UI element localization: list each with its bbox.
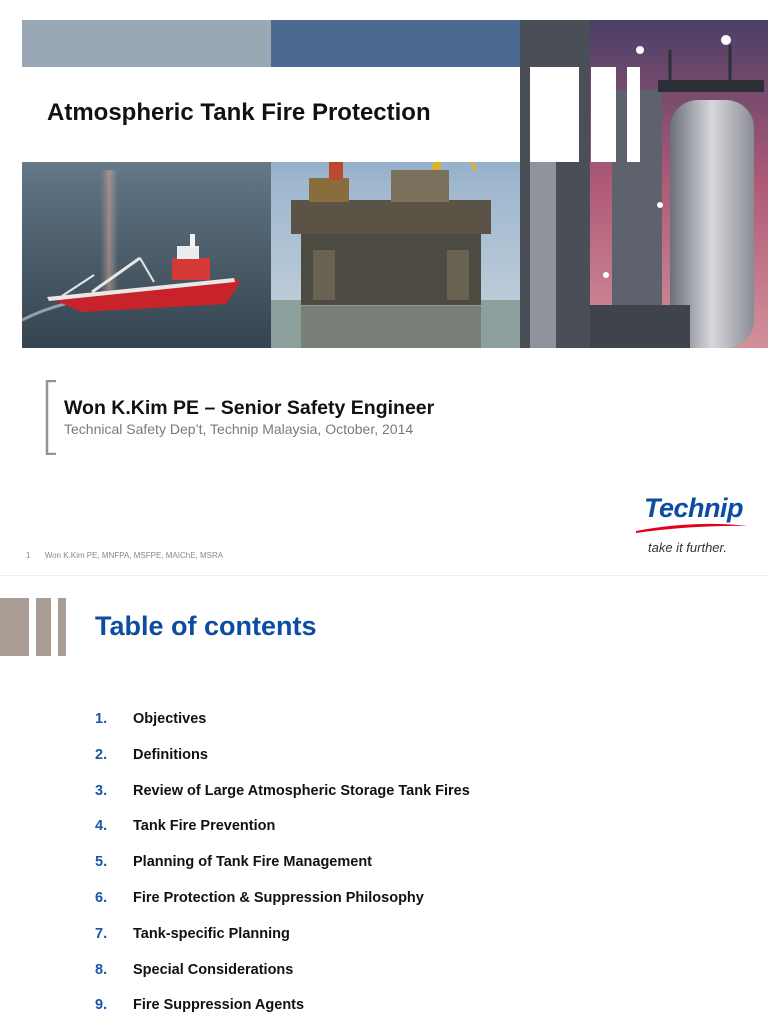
decor-grey-bar — [58, 598, 66, 656]
toc-item — [95, 814, 735, 850]
toc-item-number: 8. — [95, 961, 108, 978]
decor-grey-bar — [0, 598, 29, 656]
toc-title: Table of contents — [95, 611, 317, 641]
toc-item — [95, 922, 735, 958]
toc-item-number: 7. — [95, 925, 108, 942]
toc-slide — [0, 575, 768, 1025]
toc-item — [95, 743, 735, 779]
decor-white-bar — [627, 67, 640, 162]
toc-item-label: Planning of Tank Fire Management — [133, 854, 373, 871]
toc-item-number: 5. — [95, 854, 108, 871]
toc-item-label: Review of Large Atmospheric Storage Tank Fires — [133, 782, 470, 799]
toc-item-label: Tank-specific Planning — [133, 925, 290, 942]
toc-item-label: Special Considerations — [133, 961, 294, 978]
toc-item-label: Objectives — [133, 711, 207, 727]
toc-item-number: 3. — [95, 782, 108, 799]
decor-white-bar — [530, 67, 579, 162]
toc-item-number: 6. — [95, 889, 108, 906]
logo-tagline: take it further. — [648, 540, 727, 555]
page-number: 1 — [26, 551, 31, 560]
toc-item — [95, 850, 735, 886]
toc-item — [95, 886, 735, 922]
toc-item — [95, 993, 735, 1025]
decor-grey-bar — [36, 598, 51, 656]
slide-footnote — [26, 551, 223, 560]
toc-item-number: 2. — [95, 746, 108, 763]
toc-item-number: 1. — [95, 711, 108, 727]
toc-item-number: 4. — [95, 818, 108, 835]
author-affiliation: Technical Safety Dep’t, Technip Malaysia, October, 2014 — [64, 421, 414, 437]
bracket-decoration — [45, 380, 57, 455]
toc-item-label: Fire Protection & Suppression Philosophy — [133, 889, 424, 906]
toc-list — [95, 707, 735, 1025]
author-name: Won K.Kim PE – Senior Safety Engineer — [64, 397, 435, 419]
toc-item-number: 9. — [95, 997, 108, 1014]
toc-item — [95, 779, 735, 815]
decor-white-bar — [591, 67, 616, 162]
toc-item-label: Fire Suppression Agents — [133, 997, 305, 1014]
toc-item — [95, 958, 735, 994]
logo-wordmark: Technip — [644, 493, 744, 523]
toc-item — [95, 707, 735, 743]
toc-item-label: Definitions — [133, 746, 208, 763]
footnote-text: Won K.Kim PE, MNFPA, MSFPE, MAIChE, MSRA — [44, 551, 224, 560]
photo-banner — [22, 20, 768, 348]
toc-item-label: Tank Fire Prevention — [133, 818, 276, 835]
logo-swoosh-icon — [634, 522, 750, 534]
slide-title: Atmospheric Tank Fire Protection — [47, 99, 431, 126]
title-band — [22, 67, 520, 162]
technip-logo — [632, 492, 758, 562]
